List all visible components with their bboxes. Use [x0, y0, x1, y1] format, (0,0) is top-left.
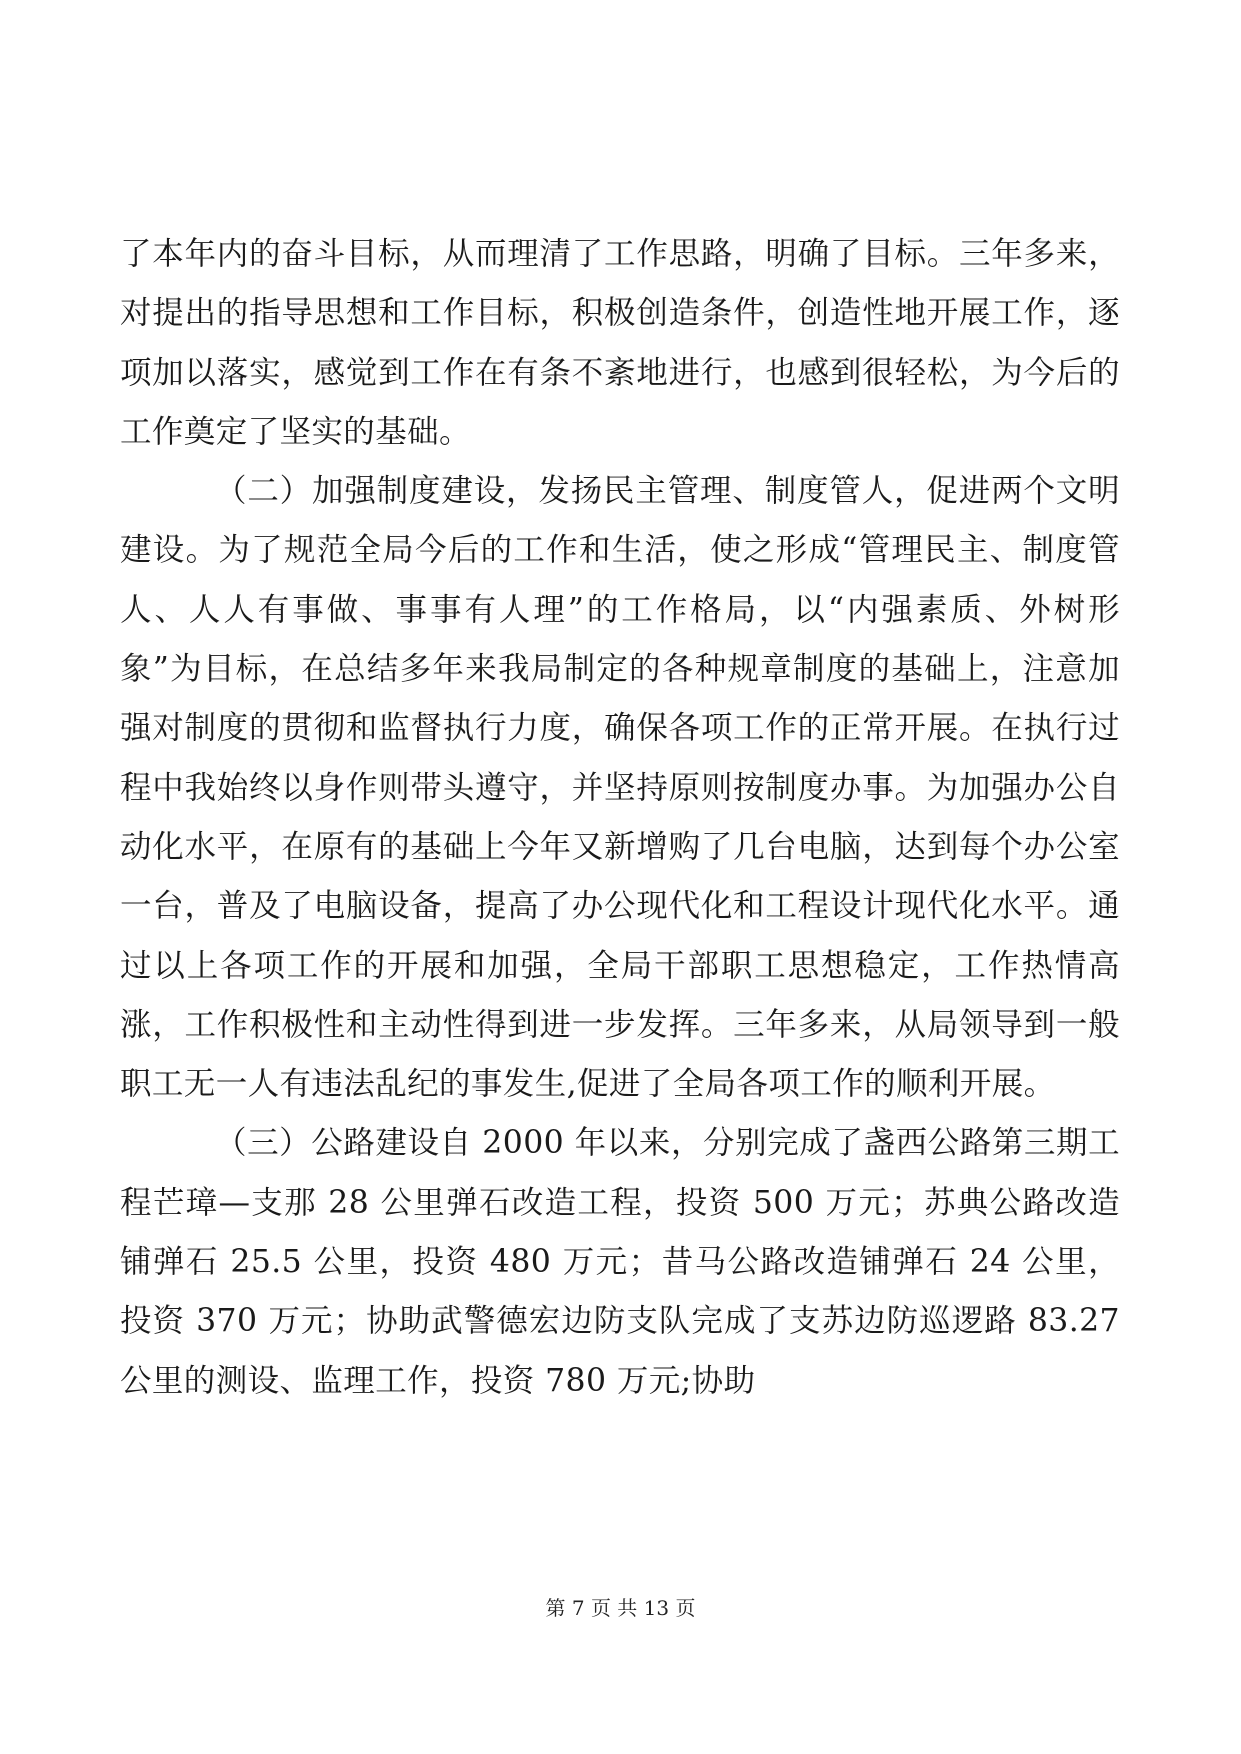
- page-number-footer: 第 7 页 共 13 页: [545, 1596, 696, 1620]
- paragraph-continuation: 了本年内的奋斗目标，从而理清了工作思路，明确了目标。三年多来，对提出的指导思想和工作目标，积极创造条件，创造性地开展工作，逐项加以落实，感觉到工作在有条不紊地进行，也感到很轻松，为今后的工作奠定了坚实的基础。: [120, 236, 1120, 450]
- paragraph-section-3: （三）公路建设自 2000 年以来，分别完成了盏西公路第三期工程芒璋—支那 28 公里弹石改造工程，投资 500 万元；苏典公路改造铺弹石 25.5 公里，投资 480 万元；昔马公路改造铺弹石 24 公里，投资 370 万元；协助武警德宏边防支队完成了支苏边防巡逻路 83.27 公里的测设、监理工作，投资 780 万元;协助: [120, 1125, 1120, 1399]
- paragraph-section-2: （二）加强制度建设，发扬民主管理、制度管人，促进两个文明建设。为了规范全局今后的工作和生活，使之形成“管理民主、制度管人、人人有事做、事事有人理”的工作格局，以“内强素质、外树形象”为目标，在总结多年来我局制定的各种规章制度的基础上，注意加强对制度的贯彻和监督执行力度，确保各项工作的正常开展。在执行过程中我始终以身作则带头遵守，并坚持原则按制度办事。为加强办公自动化水平，在原有的基础上今年又新增购了几台电脑，达到每个办公室一台，普及了电脑设备，提高了办公现代化和工程设计现代化水平。通过以上各项工作的开展和加强，全局干部职工思想稳定，工作热情高涨，工作积极性和主动性得到进一步发挥。三年多来，从局领导到一般职工无一人有违法乱纪的事发生,促进了全局各项工作的顺利开展。: [120, 473, 1120, 1103]
- document-body: [120, 225, 1120, 1411]
